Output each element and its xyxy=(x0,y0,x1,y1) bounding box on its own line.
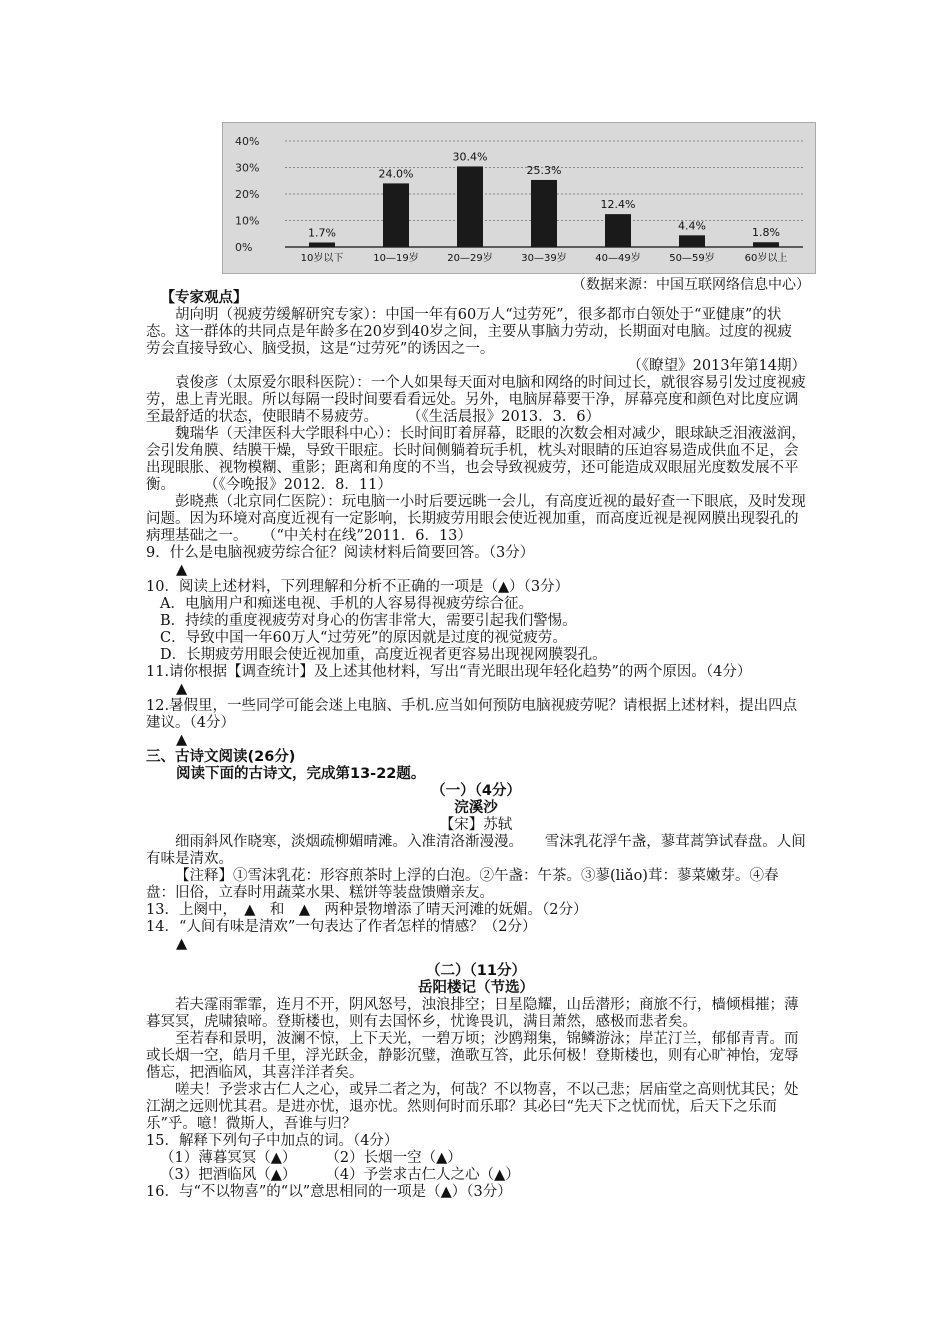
section-3-intro: 阅读下面的古诗文，完成第13-22题。 xyxy=(176,766,426,782)
answer-marker: ▲ xyxy=(176,681,188,697)
option-b: B．持续的重度视疲劳对身心的伤害非常大，需要引起我们警惕。 xyxy=(160,613,577,629)
expert-section xyxy=(146,290,806,1201)
expert-paragraph-2: 袁俊彦（太原爱尔眼科医院）：一个人如果每天面对电脑和网络的时间过长，就很容易引发过度视疲劳，患上青光眼。所以每隔一段时间要看看远处。另外，电脑屏幕要干净，屏幕亮度和颜色对比度应调至最舒适的状态，使眼睛不易疲劳。 （《生活晨报》2013．3．6） xyxy=(146,375,806,425)
essay-paragraph-3: 嗟夫！予尝求古仁人之心，或异二者之为，何哉？不以物喜，不以己悲；居庙堂之高则忧其民；处江湖之远则忧其君。是进亦忧，退亦忧。然则何时而乐耶？其必曰“先天下之忧而忧，后天下之乐而乐”乎。噫！微斯人，吾谁与归？ xyxy=(146,1082,799,1132)
x-tick-label: 10—19岁 xyxy=(373,253,419,264)
bar-value-label: 30.4% xyxy=(452,150,488,164)
x-tick-label: 50—59岁 xyxy=(669,253,715,264)
bar-value-label: 25.3% xyxy=(526,163,562,177)
answer-marker: ▲ xyxy=(176,732,188,748)
bar-value-label: 24.0% xyxy=(378,167,414,181)
poem-author: 【宋】苏轼 xyxy=(439,817,513,833)
x-tick-label: 40—49岁 xyxy=(595,253,641,264)
bar xyxy=(605,214,631,247)
question-12: 12.暑假里，一些同学可能会迷上电脑、手机.应当如何预防电脑视疲劳呢？请根据上述材料，提出四点建议。（4分） xyxy=(146,698,798,731)
part-2-heading: （二）（11分） xyxy=(426,963,526,979)
y-tick-label: 0% xyxy=(235,241,253,254)
option-c: C．导致中国一年60万人“过劳死”的原因就是过度的视觉疲劳。 xyxy=(160,630,567,646)
bar-value-label: 12.4% xyxy=(600,198,636,212)
x-tick-label: 30—39岁 xyxy=(521,253,567,264)
bar-value-label: 1.7% xyxy=(308,226,336,240)
bar-value-label: 4.4% xyxy=(678,219,706,233)
bar xyxy=(531,180,557,247)
bar xyxy=(383,183,409,247)
y-tick-label: 10% xyxy=(235,214,260,228)
question-14: 14．“人间有味是清欢”一句表达了作者怎样的情感？（2分） xyxy=(146,919,537,935)
essay-paragraph-1: 若夫霪雨霏霏，连月不开，阴风怒号，浊浪排空；日星隐耀，山岳潜形；商旅不行，樯倾楫摧；薄暮冥冥，虎啸猿啼。登斯楼也，则有去国怀乡，忧谗畏讥，满目萧然，感极而悲者矣。 xyxy=(146,997,799,1030)
part-1-heading: （一）（4分） xyxy=(431,783,521,799)
section-3-title: 三、古诗文阅读(26分) xyxy=(146,749,296,765)
expert-source-1: （《瞭望》2013年第14期） xyxy=(627,358,806,374)
bar xyxy=(457,166,483,247)
bar xyxy=(753,242,779,247)
x-tick-label: 20—29岁 xyxy=(447,253,493,264)
answer-marker: ▲ xyxy=(176,562,188,578)
bar-value-label: 1.8% xyxy=(752,226,780,240)
expert-paragraph-4: 彭晓燕（北京同仁医院）：玩电脑一小时后要远眺一会儿，有高度近视的最好查一下眼底，及时发现问题。因为环境对高度近视有一定影响，长期疲劳用眼会使近视加重，而高度近视是视网膜出现裂孔的病理基础之一。 （“中关村在线”2011．6．13） xyxy=(146,494,806,544)
chart-svg xyxy=(223,123,815,273)
option-d: D．长期疲劳用眼会使近视加重，高度近视者更容易出现视网膜裂孔。 xyxy=(160,647,607,663)
question-9: 9．什么是电脑视疲劳综合征？阅读材料后简要回答。（3分） xyxy=(146,545,535,561)
question-15-items-a: （1）薄暮冥冥（▲） （2）长烟一空（▲） xyxy=(160,1150,462,1166)
x-tick-label: 10岁以下 xyxy=(300,253,344,264)
bar xyxy=(679,235,705,247)
x-tick-label: 60岁以上 xyxy=(744,253,788,264)
y-tick-label: 40% xyxy=(235,135,260,148)
poem-title: 浣溪沙 xyxy=(454,800,498,816)
option-a: A．电脑用户和痴迷电视、手机的人容易得视疲劳综合征。 xyxy=(160,596,533,612)
question-15: 15．解释下列句子中加点的词。（4分） xyxy=(146,1133,399,1149)
question-16: 16．与“不以物喜”的“以”意思相同的一项是（▲）（3分） xyxy=(146,1184,512,1200)
poem-text: 细雨斜风作晓寒，淡烟疏柳媚晴滩。入准清洛渐漫漫。 雪沫乳花浮午盏，蓼茸蒿笋试春盘。人间有味是清欢。 xyxy=(146,834,806,867)
expert-paragraph-3: 魏瑞华（天津医科大学眼科中心）：长时间盯着屏幕，眨眼的次数会相对减少，眼球缺乏泪液滋润，会引发角膜、结膜干燥，导致干眼症。长时间侧躺着玩手机，枕头对眼睛的压迫容易造成供血不足，会出现眼胀、视物模糊、重影；距离和角度的不当，也会导致视疲劳，还可能造成双眼屈光度数发展不平衡。 （《今晚报》2012．8．11） xyxy=(146,426,806,493)
bar xyxy=(309,242,335,247)
essay-title: 岳阳楼记（节选） xyxy=(418,980,534,996)
question-15-items-b: （3）把酒临风（▲） （4）予尝求古仁人之心（▲） xyxy=(160,1167,520,1183)
question-10: 10．阅读上述材料，下列理解和分析不正确的一项是（▲）（3分） xyxy=(146,579,570,595)
data-source-note: （数据来源：中国互联网络信息中心） xyxy=(572,277,810,293)
expert-paragraph-1: 胡向明（视疲劳缓解研究专家）：中国一年有60万人“过劳死”，很多都市白领处于“亚健康”的状态。这一群体的共同点是年龄多在20岁到40岁之间，主要从事脑力劳动，长期面对电脑。过度的视疲劳会直接导致心、脑受损，这是“过劳死”的诱因之一。 xyxy=(146,307,792,357)
age-bar-chart xyxy=(222,122,816,274)
question-11: 11.请你根据【调查统计】及上述其他材料，写出“青光眼出现年轻化趋势”的两个原因。（4分） xyxy=(146,664,752,680)
expert-heading: 【专家观点】 xyxy=(160,290,248,306)
question-13: 13．上阕中， ▲ 和 ▲ 两种景物增添了晴天河滩的妩媚。（2分） xyxy=(146,902,588,918)
answer-marker: ▲ xyxy=(176,936,188,952)
y-tick-label: 20% xyxy=(235,188,260,201)
poem-notes: 【注释】①雪沫乳花：形容煎茶时上浮的白泡。②午盏：午茶。③蓼(liǎo)茸：蓼菜嫩芽。④春盘：旧俗，立春时用蔬菜水果、糕饼等装盘馈赠亲友。 xyxy=(146,868,779,901)
essay-paragraph-2: 至若春和景明，波澜不惊，上下天光，一碧万顷；沙鸥翔集，锦鳞游泳；岸芷汀兰，郁郁青青。而或长烟一空，皓月千里，浮光跃金，静影沉璧，渔歌互答，此乐何极！登斯楼也，则有心旷神怡，宠辱偕忘，把酒临风，其喜洋洋者矣。 xyxy=(146,1031,799,1081)
y-tick-label: 30% xyxy=(235,161,260,175)
